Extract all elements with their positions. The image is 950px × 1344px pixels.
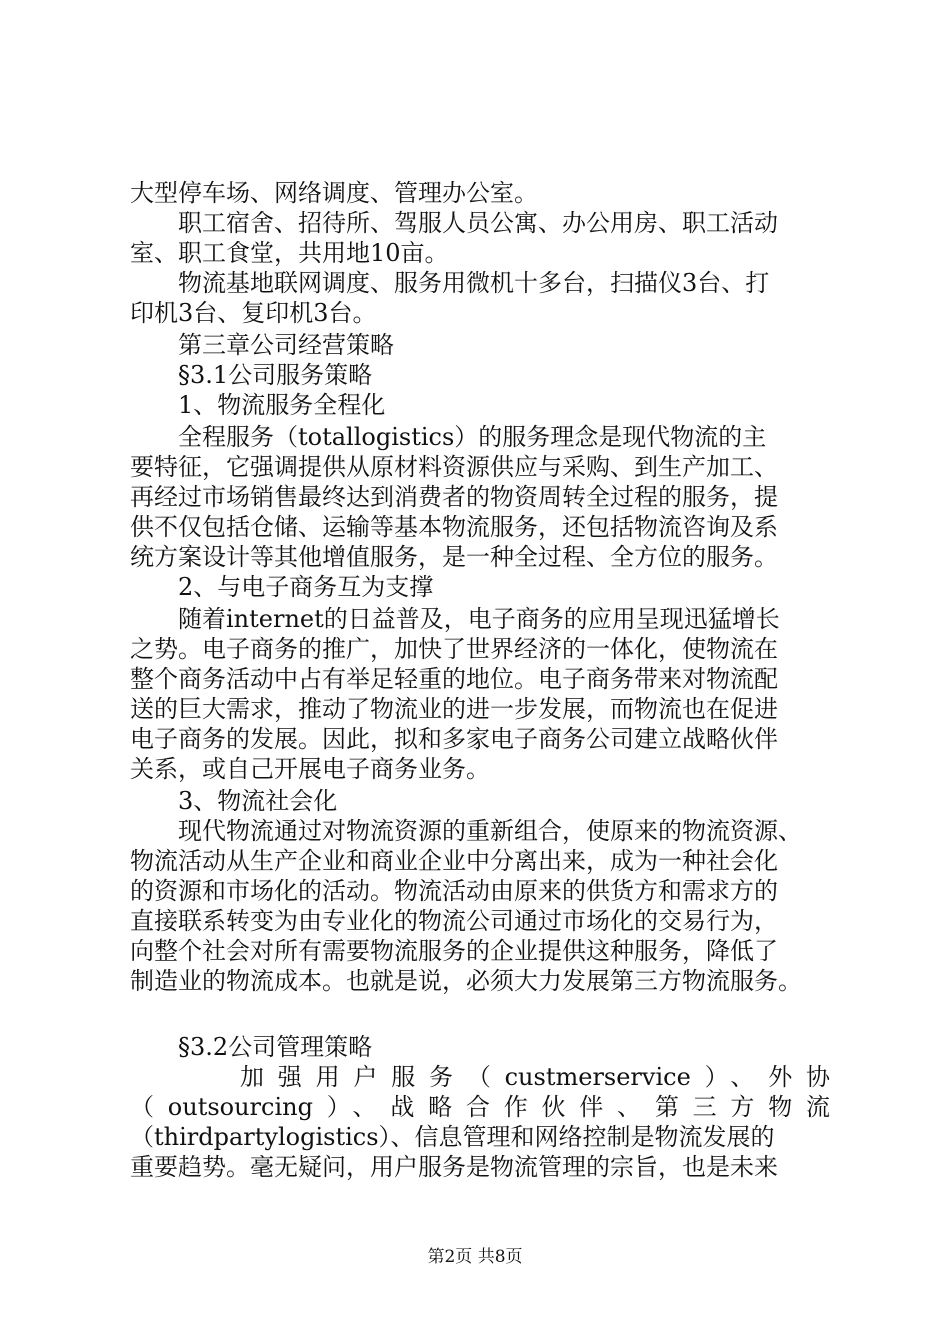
text-line: 要特征，它强调提供从原材料资源供应与采购、到生产加工、 bbox=[130, 453, 778, 481]
subsection-heading: 3、物流社会化 bbox=[178, 787, 338, 815]
page-footer: 第2页 共8页 bbox=[427, 1247, 523, 1267]
text-line: 随着internet的日益普及，电子商务的应用呈现迅猛增长 bbox=[178, 605, 780, 633]
text-line: 电子商务的发展。因此，拟和多家电子商务公司建立战略伙伴 bbox=[130, 725, 778, 753]
text-line: 直接联系转变为由专业化的物流公司通过市场化的交易行为， bbox=[130, 907, 778, 935]
text-line: 职工宿舍、招待所、驾服人员公寓、办公用房、职工活动 bbox=[178, 209, 778, 237]
text-line: 送的巨大需求，推动了物流业的进一步发展，而物流也在促进 bbox=[130, 695, 778, 723]
text-line: 关系，或自己开展电子商务业务。 bbox=[130, 755, 490, 783]
section-heading: §3.1公司服务策略 bbox=[178, 361, 373, 389]
text-line: （outsourcing）、战略合作伙伴、第三方物流 bbox=[130, 1093, 830, 1121]
text-line: 室、职工食堂，共用地10亩。 bbox=[130, 239, 449, 267]
text-line: 物流活动从生产企业和商业企业中分离出来，成为一种社会化 bbox=[130, 847, 778, 875]
text-line: 印机3台、复印机3台。 bbox=[130, 299, 377, 327]
text-line: 整个商务活动中占有举足轻重的地位。电子商务带来对物流配 bbox=[130, 665, 778, 693]
chapter-heading: 第三章公司经营策略 bbox=[178, 331, 394, 359]
text-line: 的资源和市场化的活动。物流活动由原来的供货方和需求方的 bbox=[130, 877, 778, 905]
subsection-heading: 2、与电子商务互为支撑 bbox=[178, 573, 434, 601]
text-line: 现代物流通过对物流资源的重新组合，使原来的物流资源、 bbox=[178, 817, 802, 845]
text-line: 重要趋势。毫无疑问，用户服务是物流管理的宗旨，也是未来 bbox=[130, 1153, 778, 1181]
text-line: 大型停车场、网络调度、管理办公室。 bbox=[130, 179, 538, 207]
text-line: 之势。电子商务的推广，加快了世界经济的一体化，使物流在 bbox=[130, 635, 778, 663]
text-line: 加强用户服务（custmerservice）、外协 bbox=[240, 1063, 830, 1091]
subsection-heading: 1、物流服务全程化 bbox=[178, 391, 386, 419]
text-line: 全程服务（totallogistics）的服务理念是现代物流的主 bbox=[178, 423, 767, 451]
text-line: 供不仅包括仓储、运输等基本物流服务，还包括物流咨询及系 bbox=[130, 513, 778, 541]
text-line: 统方案设计等其他增值服务，是一种全过程、全方位的服务。 bbox=[130, 543, 778, 571]
text-line: 再经过市场销售最终达到消费者的物资周转全过程的服务，提 bbox=[130, 483, 778, 511]
text-line: 向整个社会对所有需要物流服务的企业提供这种服务，降低了 bbox=[130, 937, 778, 965]
text-line: 制造业的物流成本。也就是说，必须大力发展第三方物流服务。 bbox=[130, 967, 802, 995]
text-line: （thirdpartylogistics）、信息管理和网络控制是物流发展的 bbox=[130, 1123, 775, 1151]
section-heading: §3.2公司管理策略 bbox=[178, 1033, 373, 1061]
text-line: 物流基地联网调度、服务用微机十多台，扫描仪3台、打 bbox=[178, 269, 770, 297]
